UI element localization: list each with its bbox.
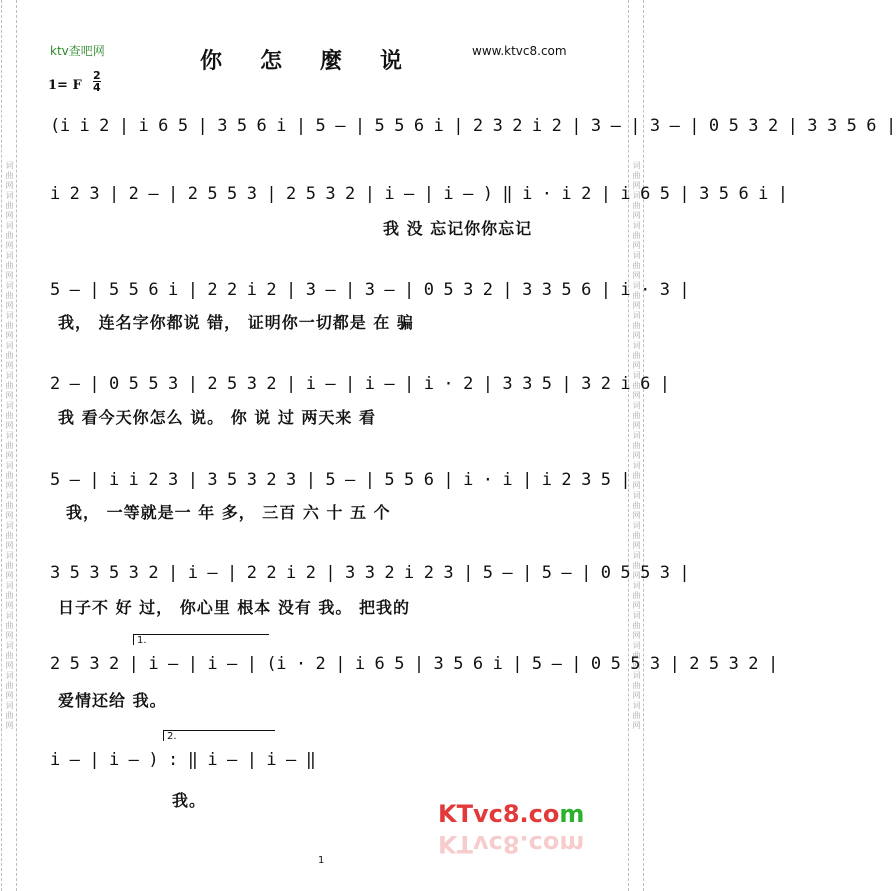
side-watermark-right: 词曲网词曲网词曲网词曲网词曲网词曲网词曲网词曲网词曲网词曲网词曲网词曲网词曲网词曲网词曲网词曲网词曲网词曲网词曲网 — [628, 0, 644, 891]
score-line-5-lyrics: 我， 一等就是一 年 多， 三百 六 十 五 个 — [66, 503, 391, 522]
score-line-8-lyrics: 我。 — [172, 791, 207, 810]
volta-1: 1. — [133, 634, 269, 645]
score-line-2-lyrics: 我 没 忘记你你忘记 — [383, 219, 533, 238]
score-line-7-notes: 2 5 3 2 | i — | i — | (i · 2 | i 6 5 | 3 5 6 i | 5 — | 0 5 5 3 | 2 5 3 2 | — [50, 654, 778, 674]
score-line-1-notes: (i i 2 | i 6 5 | 3 5 6 i | 5 — | 5 5 6 i | 2 3 2 i 2 | 3 — | 3 — | 0 5 3 2 | 3 3 5 6 | — [50, 116, 896, 136]
volta-2: 2. — [163, 730, 275, 741]
page-number: 1 — [318, 855, 325, 866]
score-line-2-notes: i 2 3 | 2 — | 2 5 5 3 | 2 5 3 2 | i — | i — ) ‖ i · i 2 | i 6 5 | 3 5 6 i | — [50, 184, 788, 204]
score-line-5-notes: 5 — | i i 2 3 | 3 5 3 2 3 | 5 — | 5 5 6 | i · i | i 2 3 5 | — [50, 470, 631, 490]
score-line-3-notes: 5 — | 5 5 6 i | 2 2 i 2 | 3 — | 3 — | 0 5 3 2 | 3 3 5 6 | i · 3 | — [50, 280, 690, 300]
score-line-3-lyrics: 我， 连名字你都说 错， 证明你一切都是 在 骗 — [58, 313, 414, 332]
score-line-4-lyrics: 我 看今天你怎么 说。 你 说 过 两天来 看 — [58, 408, 376, 427]
song-title: 你怎麼说 — [200, 48, 441, 74]
site-url: www.ktvc8.com — [472, 44, 567, 58]
time-signature — [93, 70, 101, 93]
side-watermark-left: 词曲网词曲网词曲网词曲网词曲网词曲网词曲网词曲网词曲网词曲网词曲网词曲网词曲网词曲网词曲网词曲网词曲网词曲网词曲网 — [1, 0, 17, 891]
site-brand: ktv查吧网 — [50, 44, 105, 58]
logo-text-green: m — [559, 800, 585, 828]
logo-reflection: KTvc8.com — [438, 830, 585, 858]
meter-top: 2 — [93, 69, 101, 82]
logo-text-red: KTvc8.co — [438, 800, 560, 828]
score-line-4-notes: 2 — | 0 5 5 3 | 2 5 3 2 | i — | i — | i · 2 | 3 3 5 | 3 2 i 6 | — [50, 374, 670, 394]
key-signature: 1= F — [48, 78, 82, 93]
meter-bottom: 4 — [93, 81, 101, 94]
score-line-6-notes: 3 5 3 5 3 2 | i — | 2 2 i 2 | 3 3 2 i 2 3 | 5 — | 5 — | 0 5 5 3 | — [50, 563, 690, 583]
score-line-7-lyrics: 爱情还给 我。 — [58, 691, 167, 710]
ktvc8-logo — [438, 800, 584, 828]
score-line-6-lyrics: 日子不 好 过， 你心里 根本 没有 我。 把我的 — [58, 598, 410, 617]
score-line-8-notes: i — | i — ) : ‖ i — | i — ‖ — [50, 750, 316, 770]
